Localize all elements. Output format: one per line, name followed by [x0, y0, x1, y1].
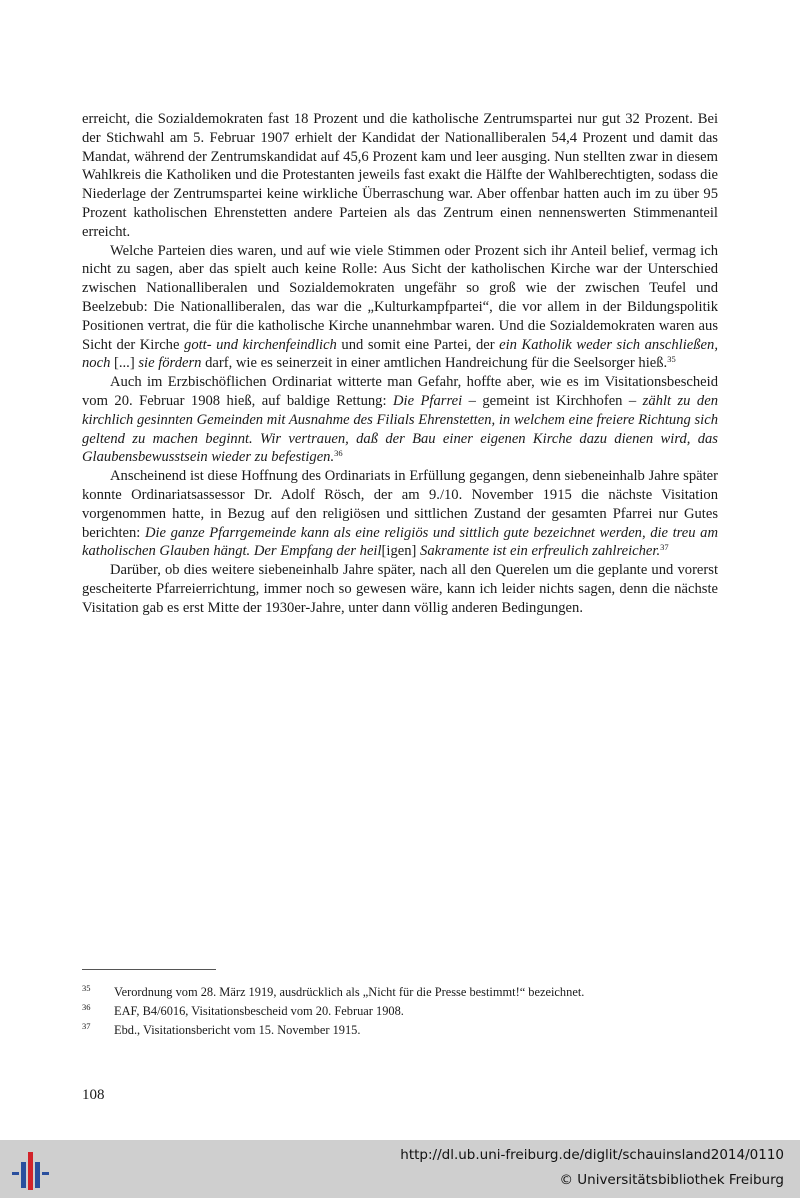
- italic-quote: Die ganze Pfarrgemeinde kann als eine religiös und sittlich gute bezeichnet werden, die treu am katholischen Glauben hängt. Der Empfang der heil: [82, 524, 719, 560]
- footnote-number: 37: [82, 1021, 91, 1031]
- footnote-reference[interactable]: 36: [334, 448, 343, 459]
- paragraph: [82, 242, 718, 374]
- text-segment: [igen]: [381, 543, 421, 560]
- text-segment: erreicht, die Sozialdemokraten fast 18 Prozent und die katholische Zentrumspartei nur gut 32 Prozent. Bei der Stichwahl am 5. Februar 1907 erhielt der Kandidat der Nationalliberalen 54,4 Prozent und damit das Mandat, während der Zentrumskandidat auf 45,6 Prozent kam und leer ausging. Nun stellten zwar in diesem Wahlkreis die Katholiken und die Protestanten jeweils fast exakt die Hälfte der Wahlberechtigten, sodass die Niederlage der Zentrumspartei keine wirkliche Überraschung war. Aber offenbar hatten auch im zu über 95 Prozent katholischen Ehrenstetten andere Parteien als das Zentrum einen nennenswerten Stimmenanteil erreicht.: [82, 111, 718, 240]
- paragraph: [82, 467, 718, 561]
- text-segment: Auch im Erzbischöflichen Ordinariat witterte man Gefahr, hoffte aber, wie es im Visitationsbescheid vom 20. Februar 1908 hieß, auf baldige Rettung:: [82, 374, 718, 409]
- footnotes: [82, 983, 722, 1040]
- footnote-text: EAF, B4/6016, Visitationsbescheid vom 20. Februar 1908.: [114, 1004, 404, 1018]
- italic-quote: Die Pfarrei: [392, 392, 463, 409]
- paragraph: [82, 110, 718, 242]
- footnote-divider: [82, 969, 216, 970]
- text-segment: und somit eine Partei, der: [336, 336, 500, 353]
- footnote-text: Verordnung vom 28. März 1919, ausdrücklich als „Nicht für die Presse bestimmt!“ bezeichnet.: [114, 985, 585, 999]
- italic-quote: sie fördern: [138, 355, 202, 372]
- ub-freiburg-logo-icon: [10, 1148, 50, 1192]
- text-segment: Welche Parteien dies waren, und auf wie viele Stimmen oder Prozent sich ihr Anteil belief, vermag ich nicht zu sagen, aber das spielt auch keine Rolle: Aus Sicht der katholischen Kirche war der Unterschied zwischen Nationalliberalen und Sozialdemokraten ungefähr so groß wie der zwischen Teufel und Beelzebub: Die Nationalliberalen, das war die „Kulturkampfpartei“, die vor allem in der Bildungspolitik Positionen vertrat, die für die katholische Kirche unannehmbar waren. Und die Sozialdemokraten waren aus Sicht der Kirche: [82, 242, 718, 353]
- italic-quote: zählt zu den kirchlich gesinnten Gemeinden mit Ausnahme des Filials Ehrenstetten, in welchem eine freiere Richtung sich geltend zu machen beginnt. Wir vertrauen, daß der Bau einer eigenen Kirche dazu dienen wird, das Glaubensbewusstsein wieder zu befestigen.: [82, 392, 718, 466]
- italic-quote: Sakramente ist ein erfreulich zahlreicher.: [420, 543, 661, 560]
- permalink-url[interactable]: http://dl.ub.uni-freiburg.de/diglit/schauinsland2014/0110: [400, 1147, 784, 1163]
- footnote: [82, 983, 722, 1002]
- page-number: 108: [82, 1087, 105, 1103]
- footnote-number: 35: [82, 983, 91, 993]
- text-segment: – gemeint ist Kirchhofen –: [462, 392, 643, 409]
- footnote-reference[interactable]: 37: [660, 542, 669, 553]
- paragraph: [82, 561, 718, 617]
- italic-quote: gott- und kirchenfeindlich: [184, 336, 337, 353]
- body-text: [82, 110, 718, 618]
- text-segment: [...]: [110, 355, 139, 372]
- library-footer: [0, 1140, 800, 1198]
- copyright-notice: © Universitätsbibliothek Freiburg: [559, 1172, 784, 1188]
- text-segment: Darüber, ob dies weitere siebeneinhalb Jahre später, nach all den Querelen um die geplante und vorerst gescheiterte Pfarreierrichtung, immer noch so gewesen wäre, kann ich leider nichts sagen, denn die nächste Visitation gab es erst Mitte der 1930er-Jahre, unter dann völlig anderen Bedingungen.: [82, 562, 718, 616]
- footnote: [82, 1021, 722, 1040]
- footnote-text: Ebd., Visitationsbericht vom 15. November 1915.: [114, 1023, 361, 1037]
- italic-quote: ein Katholik weder sich anschließen, noch: [82, 336, 718, 372]
- footnote-reference[interactable]: 35: [667, 354, 676, 365]
- footnote-number: 36: [82, 1002, 91, 1012]
- paragraph: [82, 373, 718, 467]
- footnote: [82, 1002, 722, 1021]
- text-segment: Anscheinend ist diese Hoffnung des Ordinariats in Erfüllung gegangen, denn siebeneinhalb Jahre später konnte Ordinariatsassessor Dr. Adolf Rösch, der am 9./10. November 1915 die nächste Visitation vorgenommen hatte, in Bezug auf den religiösen und sittlichen Zustand der gesamten Pfarrei nur Gutes berichten:: [82, 468, 718, 541]
- text-segment: darf, wie es seinerzeit in einer amtlichen Handreichung für die Seelsorger hieß.: [201, 355, 668, 372]
